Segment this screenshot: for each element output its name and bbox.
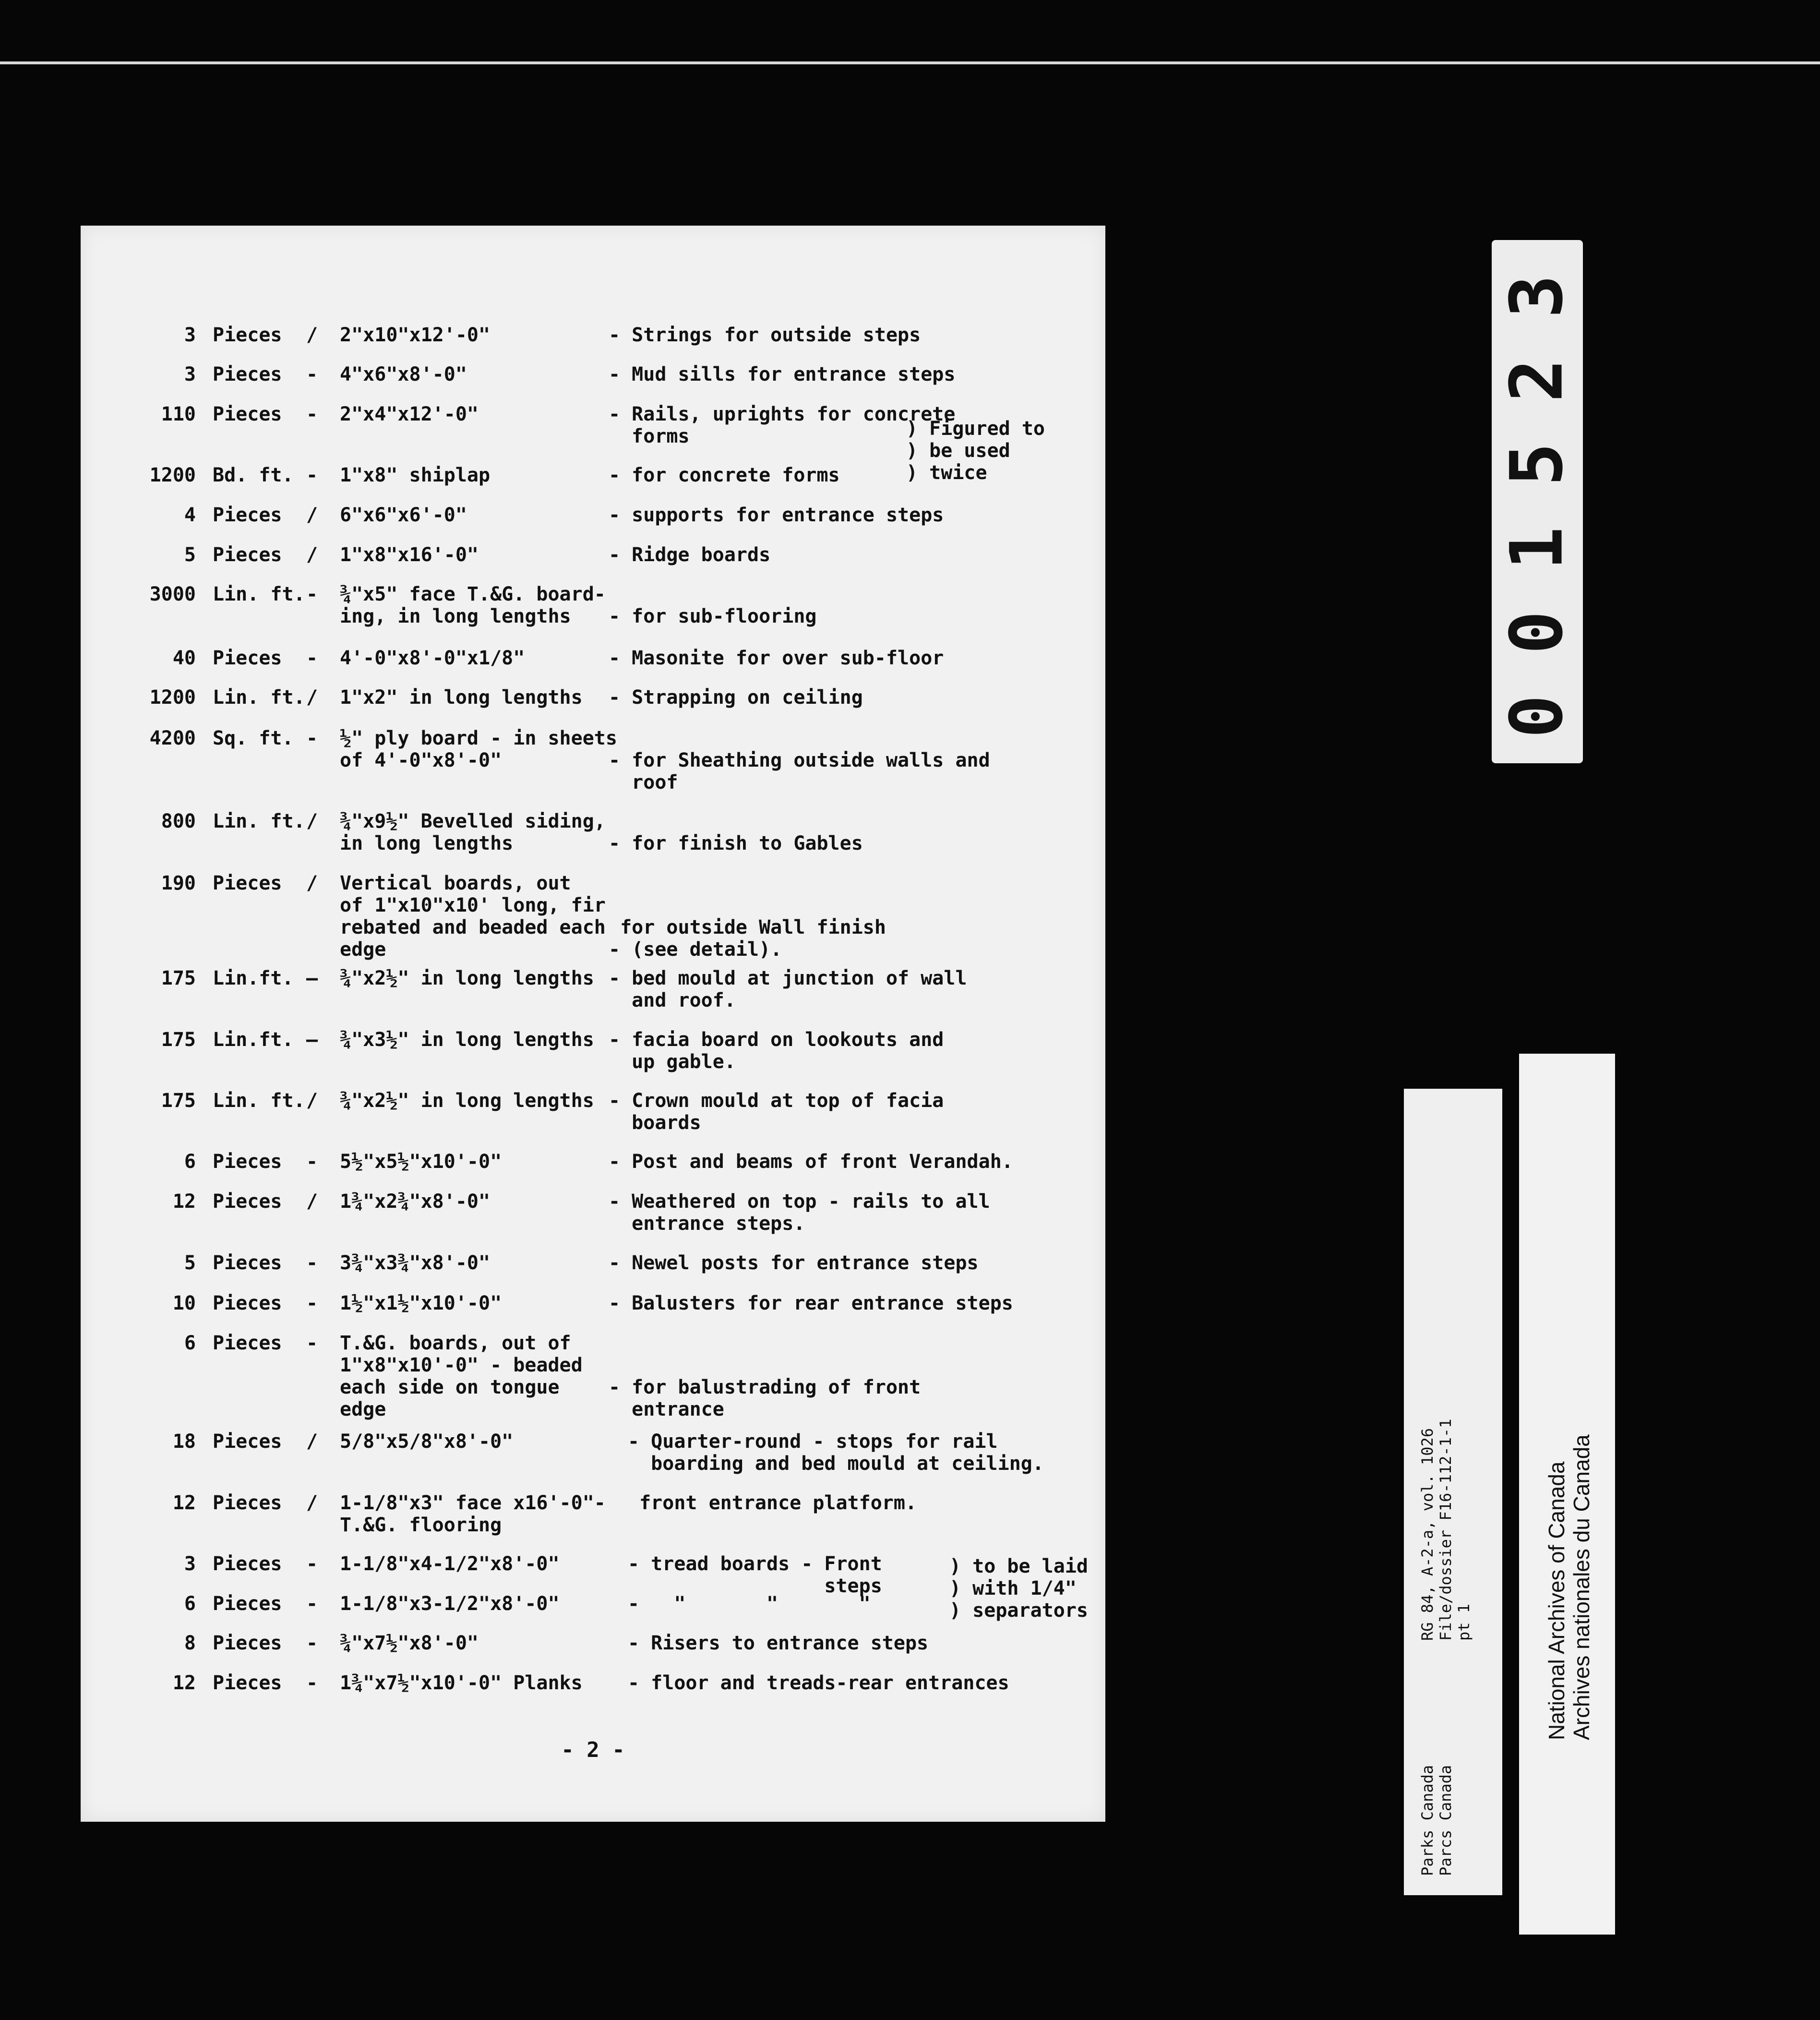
material-spec: ¾"x7½"x8'-0" xyxy=(340,1632,479,1654)
material-use: - bed mould at junction of wall and roof. xyxy=(609,967,967,1011)
frame-number-digit: 0 xyxy=(1495,695,1579,738)
check-mark: / xyxy=(306,810,318,832)
unit: Pieces xyxy=(213,1492,282,1514)
check-mark: - xyxy=(306,647,318,669)
quantity: 1200 xyxy=(149,464,196,486)
quantity: 10 xyxy=(172,1292,196,1314)
material-use: - for Sheathing outside walls and roof xyxy=(609,749,990,794)
quantity: 1200 xyxy=(149,686,196,709)
unit: Pieces xyxy=(213,1190,282,1213)
quantity: 190 xyxy=(161,872,196,894)
material-spec: ¾"x2½" in long lengths xyxy=(340,967,594,989)
material-use: - supports for entrance steps xyxy=(609,504,944,526)
quantity: 3 xyxy=(184,324,196,346)
check-mark: - xyxy=(306,583,318,605)
material-spec: 1¾"x7½"x10'-0" Planks xyxy=(340,1672,583,1694)
material-use: - for concrete forms xyxy=(609,464,840,486)
check-mark: - xyxy=(306,1593,318,1615)
material-use: - Strings for outside steps xyxy=(609,324,921,346)
check-mark: - xyxy=(306,1672,318,1694)
material-spec: 1-1/8"x3-1/2"x8'-0" xyxy=(340,1593,560,1615)
unit: Pieces xyxy=(213,1252,282,1274)
material-use: - Masonite for over sub-floor xyxy=(609,647,944,669)
unit: Bd. ft. xyxy=(213,464,294,486)
material-spec: ¾"x9½" Bevelled siding, in long lengths xyxy=(340,810,606,854)
quantity: 40 xyxy=(172,647,196,669)
quantity: 175 xyxy=(161,1090,196,1112)
material-spec: Vertical boards, out of 1"x10"x10' long, fir rebated and beaded each edge xyxy=(340,872,606,961)
material-use: - Weathered on top - rails to all entrance steps. xyxy=(609,1190,990,1235)
check-mark: — xyxy=(306,967,318,989)
material-spec: 2"x10"x12'-0" xyxy=(340,324,491,346)
material-use: - Post and beams of front Verandah. xyxy=(609,1151,1013,1173)
material-spec: ¾"x2½" in long lengths xyxy=(340,1090,594,1112)
material-use: - Rails, uprights for concrete forms xyxy=(609,403,956,447)
quantity: 175 xyxy=(161,967,196,989)
quantity: 110 xyxy=(161,403,196,425)
check-mark: - xyxy=(306,1553,318,1575)
frame-number-digit: 3 xyxy=(1495,275,1579,318)
material-spec: 1"x8"x16'-0" xyxy=(340,544,479,566)
material-spec: 4'-0"x8'-0"x1/8" xyxy=(340,647,525,669)
material-spec: 1¾"x2¾"x8'-0" xyxy=(340,1190,491,1213)
unit: Pieces xyxy=(213,1632,282,1654)
quantity: 4200 xyxy=(149,727,196,749)
agency-english: Parks Canada xyxy=(1418,1765,1437,1876)
material-use: - floor and treads-rear entrances xyxy=(628,1672,1009,1694)
material-use: - Newel posts for entrance steps xyxy=(609,1252,979,1274)
unit: Pieces xyxy=(213,324,282,346)
material-spec: 2"x4"x12'-0" xyxy=(340,403,479,425)
document-page xyxy=(81,226,1105,1822)
quantity: 3 xyxy=(184,363,196,385)
material-spec: 1"x8" shiplap xyxy=(340,464,491,486)
unit: Pieces xyxy=(213,1151,282,1173)
unit: Pieces xyxy=(213,544,282,566)
unit: Pieces xyxy=(213,1431,282,1453)
reference-line: pt 1 xyxy=(1455,1603,1473,1641)
check-mark: / xyxy=(306,1492,318,1514)
material-spec: 3¾"x3¾"x8'-0" xyxy=(340,1252,491,1274)
check-mark: / xyxy=(306,1190,318,1213)
material-use: - Mud sills for entrance steps xyxy=(609,363,956,385)
material-use: - Crown mould at top of facia boards xyxy=(609,1090,944,1134)
check-mark: - xyxy=(306,1292,318,1314)
archive-reference-label xyxy=(1404,1089,1502,1895)
unit: Pieces xyxy=(213,1332,282,1354)
material-use: - Balusters for rear entrance steps xyxy=(609,1292,1013,1314)
check-mark: / xyxy=(306,686,318,709)
unit: Pieces xyxy=(213,872,282,894)
quantity: 3 xyxy=(184,1553,196,1575)
material-spec: T.&G. boards, out of 1"x8"x10'-0" - beaded each side on tongue edge xyxy=(340,1332,583,1420)
film-edge-line xyxy=(0,61,1820,64)
quantity: 800 xyxy=(161,810,196,832)
material-spec: ¾"x5" face T.&G. board- ing, in long lengths xyxy=(340,583,606,627)
unit: Pieces xyxy=(213,1672,282,1694)
check-mark: — xyxy=(306,1029,318,1051)
material-use: - " " " xyxy=(628,1593,871,1615)
quantity: 175 xyxy=(161,1029,196,1051)
material-use: front entrance platform. xyxy=(628,1492,917,1514)
unit: Pieces xyxy=(213,363,282,385)
material-use: - Ridge boards xyxy=(609,544,771,566)
unit: Lin. ft. xyxy=(213,686,305,709)
material-use: - for sub-flooring xyxy=(609,605,817,627)
institution-english: National Archives of Canada xyxy=(1544,1461,1569,1740)
material-spec: 1-1/8"x3" face x16'-0"- T.&G. flooring xyxy=(340,1492,606,1536)
reference-line: RG 84, A-2-a, vol. 1026 xyxy=(1418,1428,1437,1641)
check-mark: / xyxy=(306,1090,318,1112)
frame-number-digit: 2 xyxy=(1495,359,1579,402)
quantity: 12 xyxy=(172,1492,196,1514)
material-spec: 4"x6"x8'-0" xyxy=(340,363,467,385)
page-number: - 2 - xyxy=(561,1738,625,1762)
material-spec: ½" ply board - in sheets of 4'-0"x8'-0" xyxy=(340,727,617,771)
material-use: - facia board on lookouts and up gable. xyxy=(609,1029,944,1073)
check-mark: - xyxy=(306,1151,318,1173)
material-spec: 1-1/8"x4-1/2"x8'-0" xyxy=(340,1553,560,1575)
check-mark: - xyxy=(306,727,318,749)
frame-number-digit: 5 xyxy=(1495,443,1579,486)
quantity: 6 xyxy=(184,1593,196,1615)
unit: Lin. ft. xyxy=(213,810,305,832)
material-use: for outside Wall finish - (see detail). xyxy=(609,916,886,961)
institution-french: Archives nationales du Canada xyxy=(1569,1434,1594,1740)
unit: Lin.ft. xyxy=(213,967,294,989)
check-mark: - xyxy=(306,1252,318,1274)
unit: Pieces xyxy=(213,1593,282,1615)
unit: Lin. ft. xyxy=(213,583,305,605)
check-mark: - xyxy=(306,363,318,385)
material-use: - Quarter-round - stops for rail boarding and bed mould at ceiling. xyxy=(628,1431,1044,1475)
check-mark: / xyxy=(306,1431,318,1453)
quantity: 12 xyxy=(172,1672,196,1694)
quantity: 18 xyxy=(172,1431,196,1453)
check-mark: - xyxy=(306,403,318,425)
material-spec: 6"x6"x6'-0" xyxy=(340,504,467,526)
quantity: 3000 xyxy=(149,583,196,605)
unit: Pieces xyxy=(213,504,282,526)
quantity: 6 xyxy=(184,1151,196,1173)
check-mark: - xyxy=(306,1332,318,1354)
material-use: - Strapping on ceiling xyxy=(609,686,863,709)
check-mark: - xyxy=(306,1632,318,1654)
check-mark: / xyxy=(306,504,318,526)
material-spec: 1½"x1½"x10'-0" xyxy=(340,1292,502,1314)
material-spec: ¾"x3½" in long lengths xyxy=(340,1029,594,1051)
quantity: 12 xyxy=(172,1190,196,1213)
brace-note-tread-boards: ) to be laid ) with 1/4" ) separators xyxy=(949,1555,1088,1622)
archive-institution-label xyxy=(1519,1054,1615,1935)
reference-line: File/dossier F16-112-1-1 xyxy=(1437,1419,1455,1641)
unit: Sq. ft. xyxy=(213,727,294,749)
quantity: 6 xyxy=(184,1332,196,1354)
check-mark: / xyxy=(306,544,318,566)
material-use: - Risers to entrance steps xyxy=(628,1632,929,1654)
frame-number-digit: 1 xyxy=(1495,527,1579,570)
unit: Pieces xyxy=(213,1292,282,1314)
material-spec: 5½"x5½"x10'-0" xyxy=(340,1151,502,1173)
check-mark: - xyxy=(306,464,318,486)
quantity: 5 xyxy=(184,1252,196,1274)
brace-note-concrete-forms: ) Figured to ) be used ) twice xyxy=(906,418,1045,484)
material-spec: 1"x2" in long lengths xyxy=(340,686,583,709)
unit: Pieces xyxy=(213,403,282,425)
material-use: - for finish to Gables xyxy=(609,832,863,854)
material-spec: 5/8"x5/8"x8'-0" xyxy=(340,1431,514,1453)
quantity: 4 xyxy=(184,504,196,526)
unit: Pieces xyxy=(213,1553,282,1575)
frame-number-digit: 0 xyxy=(1495,611,1579,654)
check-mark: / xyxy=(306,872,318,894)
unit: Pieces xyxy=(213,647,282,669)
material-use: - tread boards - Front steps xyxy=(628,1553,882,1597)
check-mark: / xyxy=(306,324,318,346)
material-use: - for balustrading of front entrance xyxy=(609,1376,921,1420)
quantity: 5 xyxy=(184,544,196,566)
agency-french: Parcs Canada xyxy=(1437,1765,1455,1876)
quantity: 8 xyxy=(184,1632,196,1654)
unit: Lin. ft. xyxy=(213,1090,305,1112)
unit: Lin.ft. xyxy=(213,1029,294,1051)
microfilm-frame-number-stamp xyxy=(1492,240,1583,763)
